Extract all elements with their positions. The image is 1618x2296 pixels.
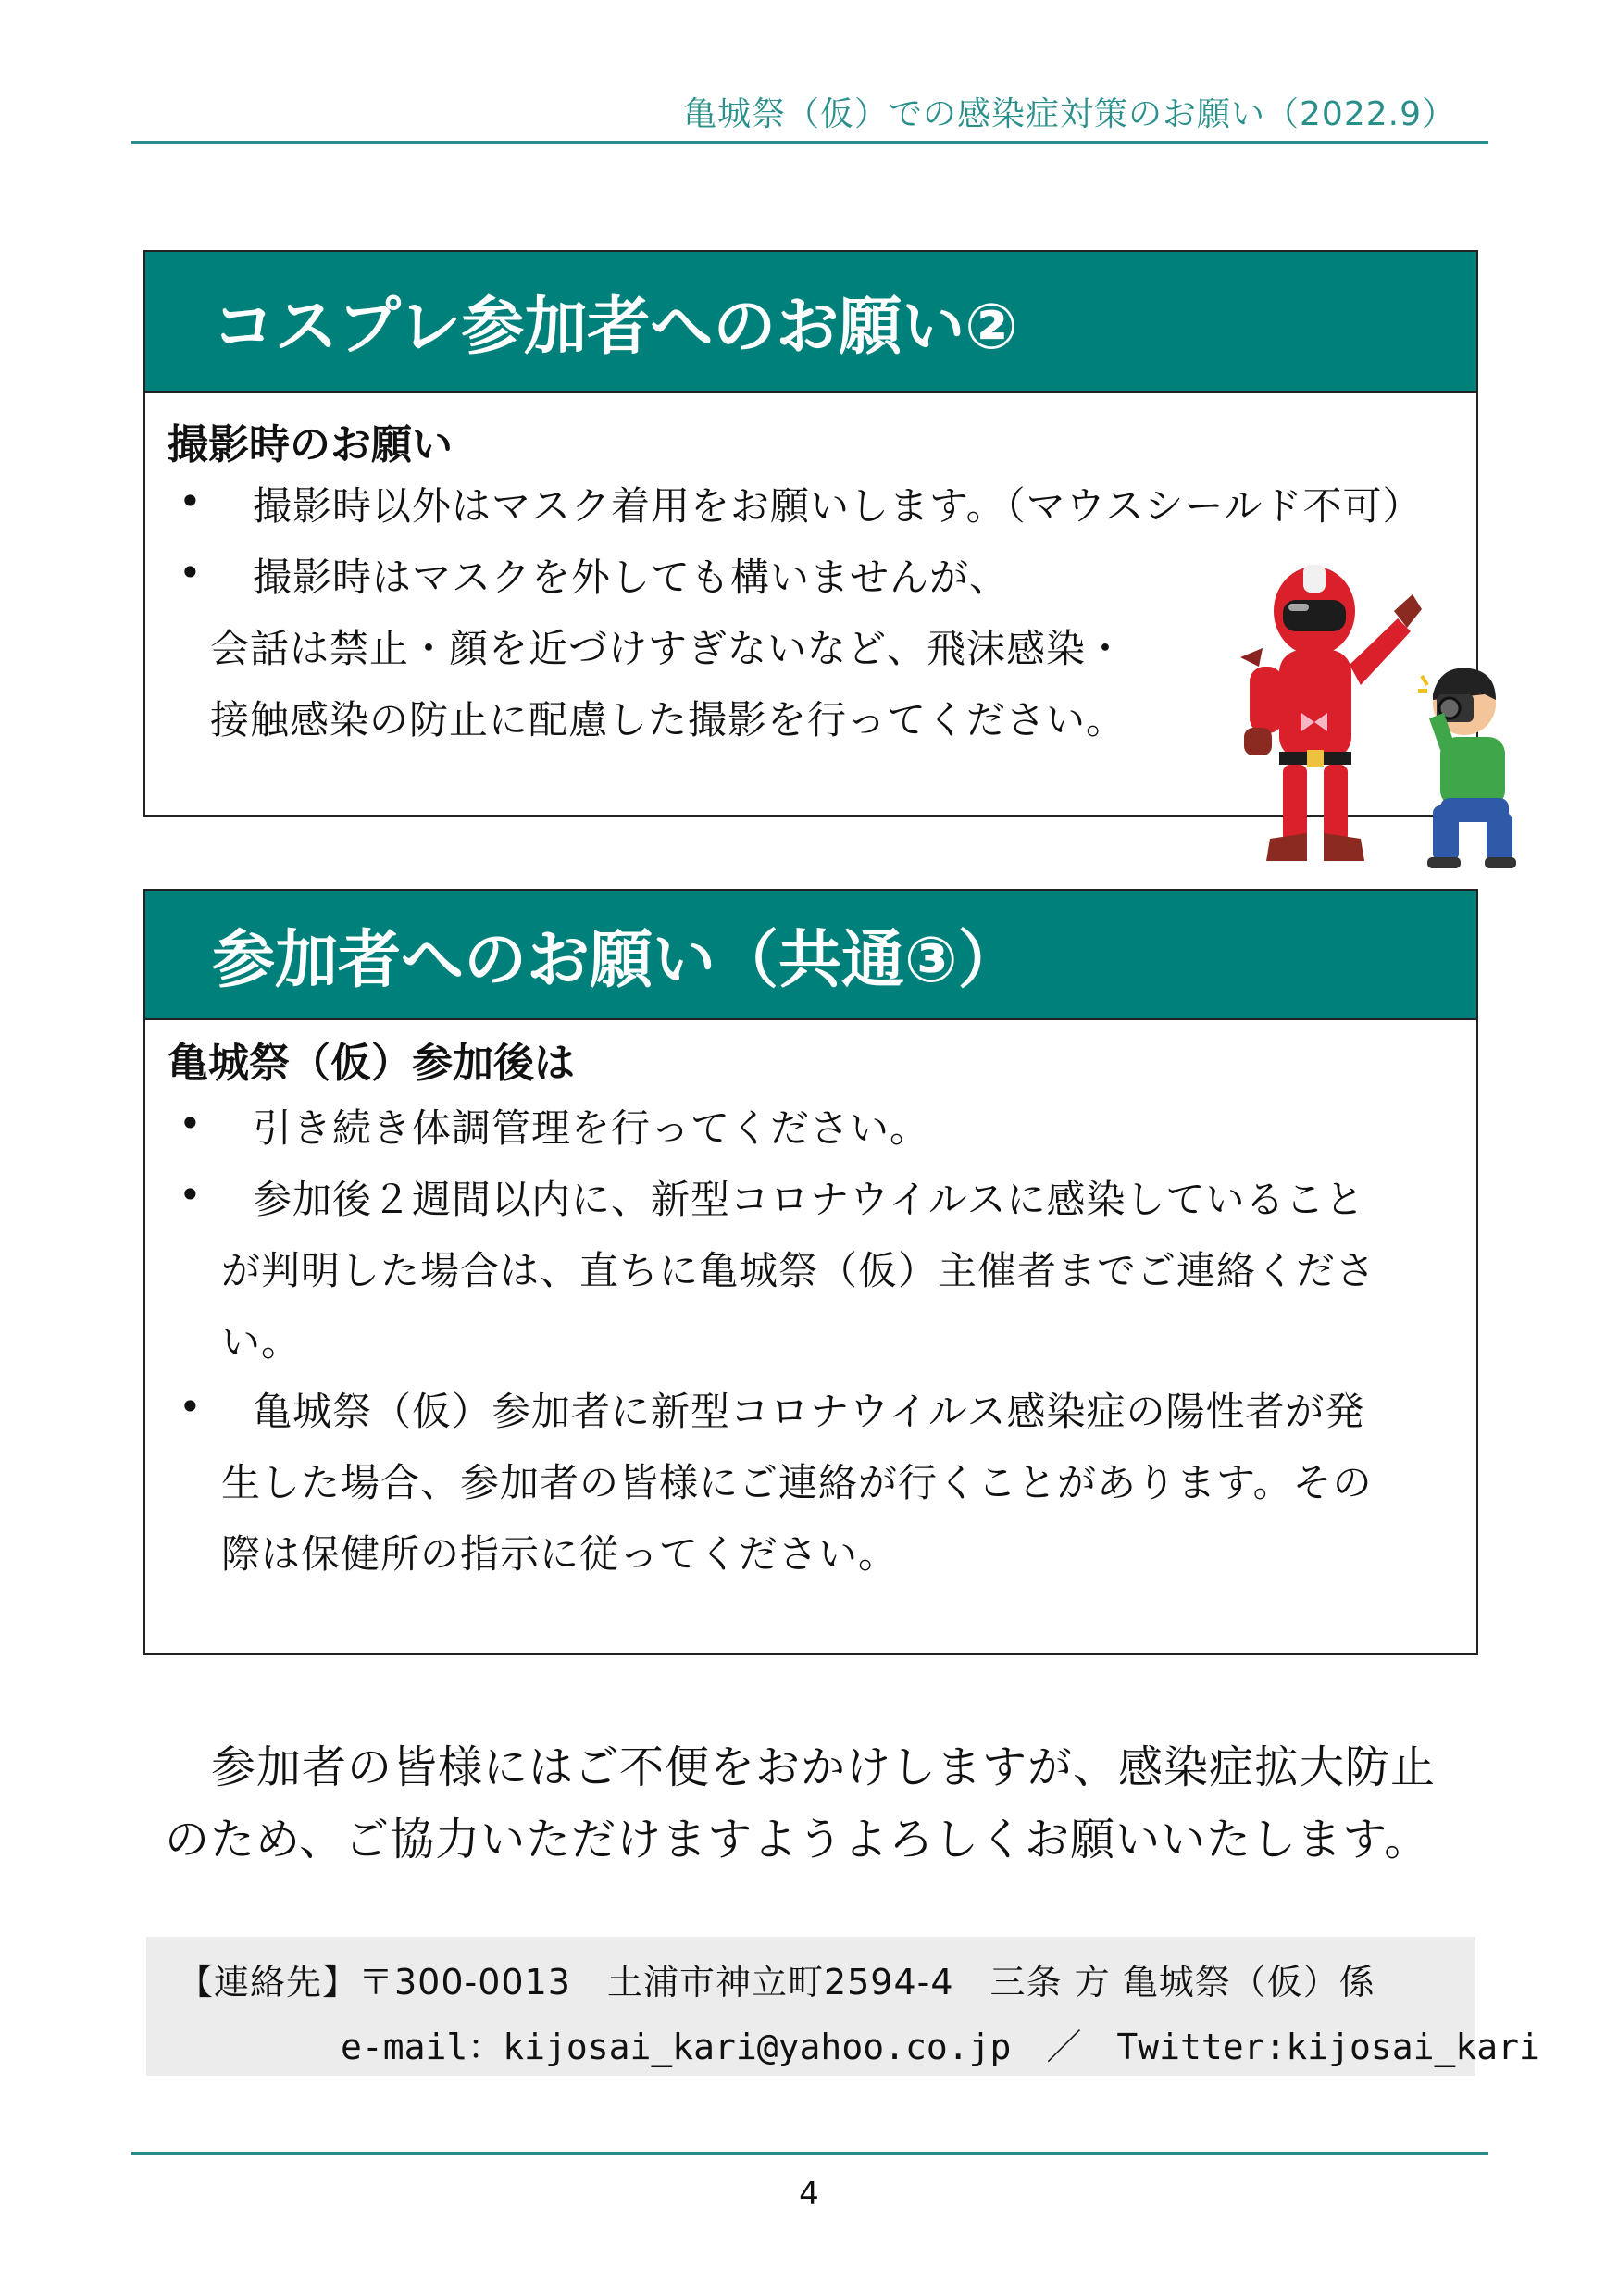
bullet-text: が判明した場合は、直ちに亀城祭（仮）主催者までご連絡くださ <box>221 1248 1376 1293</box>
closing-text-line: のため、ご協力いただけますようよろしくお願いいたします。 <box>165 1814 1430 1866</box>
section-heading: コスプレ参加者へのお願い② <box>145 252 1476 393</box>
cosplayer-and-photographer-illustration <box>1222 555 1518 889</box>
bullet-text: 会話は禁止・顔を近づけすぎないなど、飛沫感染・ <box>210 626 1126 671</box>
cosplayer-figure <box>1240 565 1422 861</box>
bullet-marker: • <box>179 1384 202 1429</box>
section-common-requests <box>143 889 1478 1655</box>
contact-address: 【連絡先】〒300-0013 土浦市神立町2594-4 三条 方 亀城祭（仮）係 <box>178 1962 1375 2003</box>
bullet-marker: • <box>179 550 202 595</box>
bullet-marker: • <box>179 1172 202 1217</box>
section-subheading: 撮影時のお願い <box>168 421 453 468</box>
contact-email-twitter: e-mail：kijosai_kari@yahoo.co.jp ／ Twitter:kijosai_kari <box>341 2027 1540 2067</box>
bullet-text: い。 <box>221 1319 302 1365</box>
bullet-text: 引き続き体調管理を行ってください。 <box>253 1105 930 1151</box>
footer-rule <box>131 2152 1488 2155</box>
contact-info-box <box>146 1937 1540 2076</box>
document-header-title: 亀城祭（仮）での感染症対策のお願い（2022.9） <box>683 95 1456 133</box>
bullet-text: 撮影時以外はマスク着用をお願いします。（マウスシールド不可） <box>253 483 1423 529</box>
bullet-text: 接触感染の防止に配慮した撮影を行ってください。 <box>210 697 1126 742</box>
header-rule <box>131 141 1488 144</box>
photographer-figure <box>1418 668 1516 868</box>
bullet-text: 亀城祭（仮）参加者に新型コロナウイルス感染症の陽性者が発 <box>253 1389 1365 1434</box>
bullet-marker: • <box>179 479 202 524</box>
page-number: 4 <box>799 2176 819 2213</box>
closing-text-line: 参加者の皆様にはご不便をおかけしますが、感染症拡大防止 <box>211 1741 1437 1793</box>
bullet-text: 生した場合、参加者の皆様にご連絡が行くことがあります。その <box>221 1460 1373 1505</box>
bullet-text: 撮影時はマスクを外しても構いませんが、 <box>253 555 1010 600</box>
bullet-text: 参加後２週間以内に、新型コロナウイルスに感染していること <box>253 1177 1365 1222</box>
section-heading: 参加者へのお願い（共通③） <box>145 891 1476 1020</box>
bullet-marker: • <box>179 1101 202 1146</box>
section-subheading: 亀城祭（仮）参加後は <box>168 1040 575 1087</box>
bullet-text: 際は保健所の指示に従ってください。 <box>221 1531 899 1577</box>
